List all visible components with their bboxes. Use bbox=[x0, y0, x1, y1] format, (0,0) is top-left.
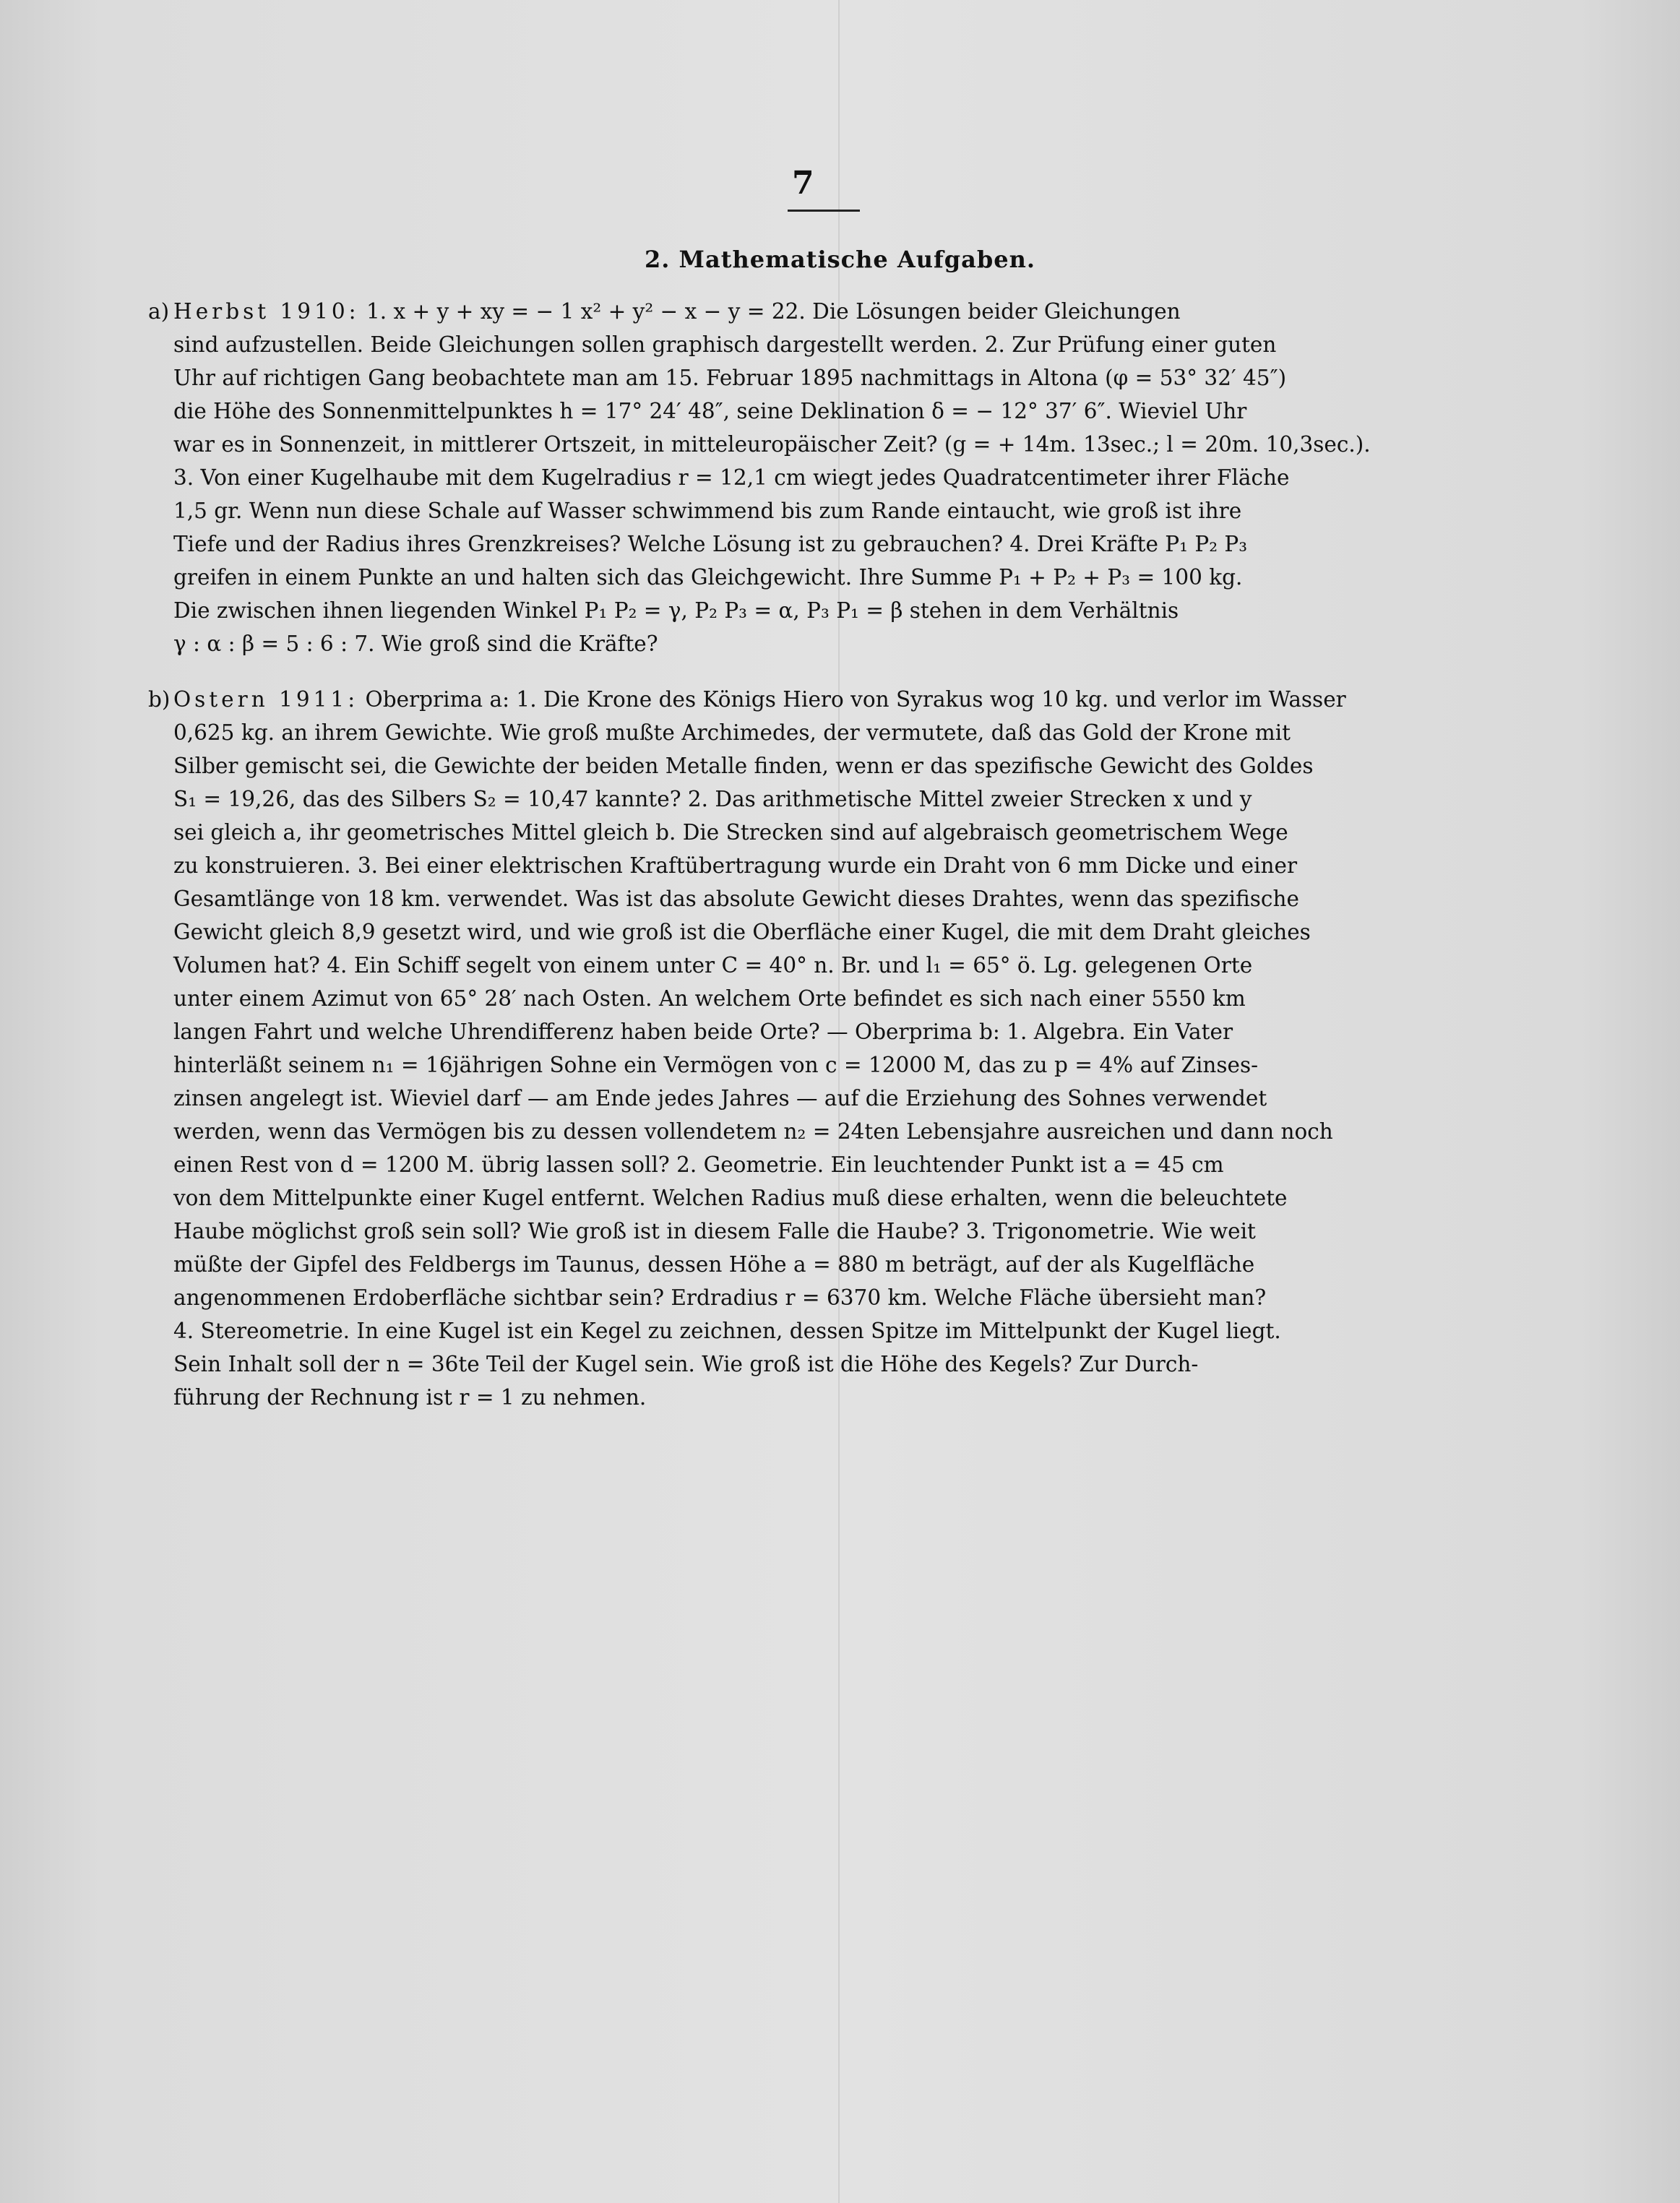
text-line: unter einem Azimut von 65° 28′ nach Osten. An welchem Orte befindet es sich nach einer 5550 km bbox=[173, 986, 1246, 1011]
text-line: Tiefe und der Radius ihres Grenzkreises? Welche Lösung ist zu gebrauchen? 4. Drei Kräfte P₁ P₂ P₃ bbox=[173, 532, 1248, 556]
text-line: sei gleich a, ihr geometrisches Mittel gleich b. Die Strecken sind auf algebraisch geometrischem Wege bbox=[173, 820, 1288, 845]
text-line: Gesamtlänge von 18 km. verwendet. Was ist das absolute Gewicht dieses Drahtes, wenn das spezifische bbox=[173, 887, 1299, 911]
page-number: 7 bbox=[792, 165, 814, 202]
text-line: Haube möglichst groß sein soll? Wie groß ist in diesem Falle die Haube? 3. Trigonometrie. Wie weit bbox=[173, 1219, 1256, 1243]
section-title: 2. Mathematische Aufgaben. bbox=[644, 246, 1035, 273]
text-line: Volumen hat? 4. Ein Schiff segelt von einem unter C = 40° n. Br. und l₁ = 65° ö. Lg. gelegenen Orte bbox=[173, 953, 1253, 978]
text-line: die Höhe des Sonnenmittelpunktes h = 17° 24′ 48″, seine Deklination δ = − 12° 37′ 6″. Wieviel Uhr bbox=[173, 399, 1247, 423]
text-line: 3. Von einer Kugelhaube mit dem Kugelradius r = 12,1 cm wiegt jedes Quadratcentimeter ihrer Fläche bbox=[173, 465, 1290, 490]
text-line: 1,5 gr. Wenn nun diese Schale auf Wasser schwimmend bis zum Rande eintaucht, wie groß ist ihre bbox=[173, 499, 1242, 523]
part-b-heading: Ostern 1911: bbox=[173, 687, 359, 712]
text-line: langen Fahrt und welche Uhrendifferenz haben beide Orte? — Oberprima b: 1. Algebra. Ein Vater bbox=[173, 1019, 1233, 1044]
text-line: 4. Stereometrie. In eine Kugel ist ein Kegel zu zeichnen, dessen Spitze im Mittelpunkt der Kugel liegt. bbox=[173, 1319, 1281, 1343]
text-line: Gewicht gleich 8,9 gesetzt wird, und wie groß ist die Oberfläche einer Kugel, die mit dem Draht gleiches bbox=[173, 920, 1311, 944]
text-line: Sein Inhalt soll der n = 36te Teil der Kugel sein. Wie groß ist die Höhe des Kegels? Zur Durch- bbox=[173, 1352, 1199, 1376]
text-line: hinterläßt seinem n₁ = 16jährigen Sohne ein Vermögen von c = 12000 M, das zu p = 4% auf Zinses- bbox=[173, 1053, 1259, 1077]
part-a-heading: Herbst 1910: bbox=[173, 299, 360, 324]
part-a-line-1: Herbst 1910: 1. x + y + xy = − 1 x² + y² − x − y = 22. Die Lösungen beider Gleichungen bbox=[173, 299, 1181, 324]
text-line: war es in Sonnenzeit, in mittlerer Ortszeit, in mitteleuropäischer Zeit? (g = + 14m. 13sec.; l = 20m. 10,3sec.). bbox=[173, 432, 1371, 457]
part-a-label: a) bbox=[148, 299, 170, 324]
text-line: S₁ = 19,26, das des Silbers S₂ = 10,47 kannte? 2. Das arithmetische Mittel zweier Strecken x und y bbox=[173, 787, 1252, 811]
text-line: zu konstruieren. 3. Bei einer elektrischen Kraftübertragung wurde ein Draht von 6 mm Dicke und einer bbox=[173, 853, 1298, 878]
part-b-line-1: Ostern 1911: Oberprima a: 1. Die Krone des Königs Hiero von Syrakus wog 10 kg. und verlor im Wasser bbox=[173, 687, 1346, 712]
text-line: einen Rest von d = 1200 M. übrig lassen soll? 2. Geometrie. Ein leuchtender Punkt ist a = 45 cm bbox=[173, 1152, 1224, 1177]
text-line: führung der Rechnung ist r = 1 zu nehmen. bbox=[173, 1385, 647, 1410]
text-line: Uhr auf richtigen Gang beobachtete man am 15. Februar 1895 nachmittags in Altona (φ = 53° 32′ 45″) bbox=[173, 366, 1287, 390]
part-b-label: b) bbox=[148, 687, 171, 712]
text-line: von dem Mittelpunkte einer Kugel entfernt. Welchen Radius muß diese erhalten, wenn die beleuchtete bbox=[173, 1186, 1288, 1210]
text-line: Silber gemischt sei, die Gewichte der beiden Metalle finden, wenn er das spezifische Gewicht des Goldes bbox=[173, 754, 1314, 778]
text-line: zinsen angelegt ist. Wieviel darf — am Ende jedes Jahres — auf die Erziehung des Sohnes verwendet bbox=[173, 1086, 1267, 1111]
problem-set-b bbox=[148, 683, 1499, 1414]
problem-set-a bbox=[148, 295, 1499, 660]
text-line: 0,625 kg. an ihrem Gewichte. Wie groß mußte Archimedes, der vermutete, daß das Gold der Krone mit bbox=[173, 720, 1291, 745]
text-line: sind aufzustellen. Beide Gleichungen sollen graphisch dargestellt werden. 2. Zur Prüfung einer guten bbox=[173, 332, 1277, 357]
text-line: angenommenen Erdoberfläche sichtbar sein? Erdradius r = 6370 km. Welche Fläche übersieht man? bbox=[173, 1285, 1267, 1310]
text-line: Die zwischen ihnen liegenden Winkel P₁ P₂ = γ, P₂ P₃ = α, P₃ P₁ = β stehen in dem Verhältnis bbox=[173, 598, 1179, 623]
text-line: γ : α : β = 5 : 6 : 7. Wie groß sind die Kräfte? bbox=[173, 631, 658, 656]
text-line: müßte der Gipfel des Feldbergs im Taunus, dessen Höhe a = 880 m beträgt, auf der als Kugelfläche bbox=[173, 1252, 1255, 1277]
text-line: werden, wenn das Vermögen bis zu dessen vollendetem n₂ = 24ten Lebensjahre ausreichen und dann noch bbox=[173, 1119, 1333, 1144]
text-line: greifen in einem Punkte an und halten sich das Gleichgewicht. Ihre Summe P₁ + P₂ + P₃ = 100 kg. bbox=[173, 565, 1243, 590]
page-number-rule bbox=[788, 210, 860, 212]
